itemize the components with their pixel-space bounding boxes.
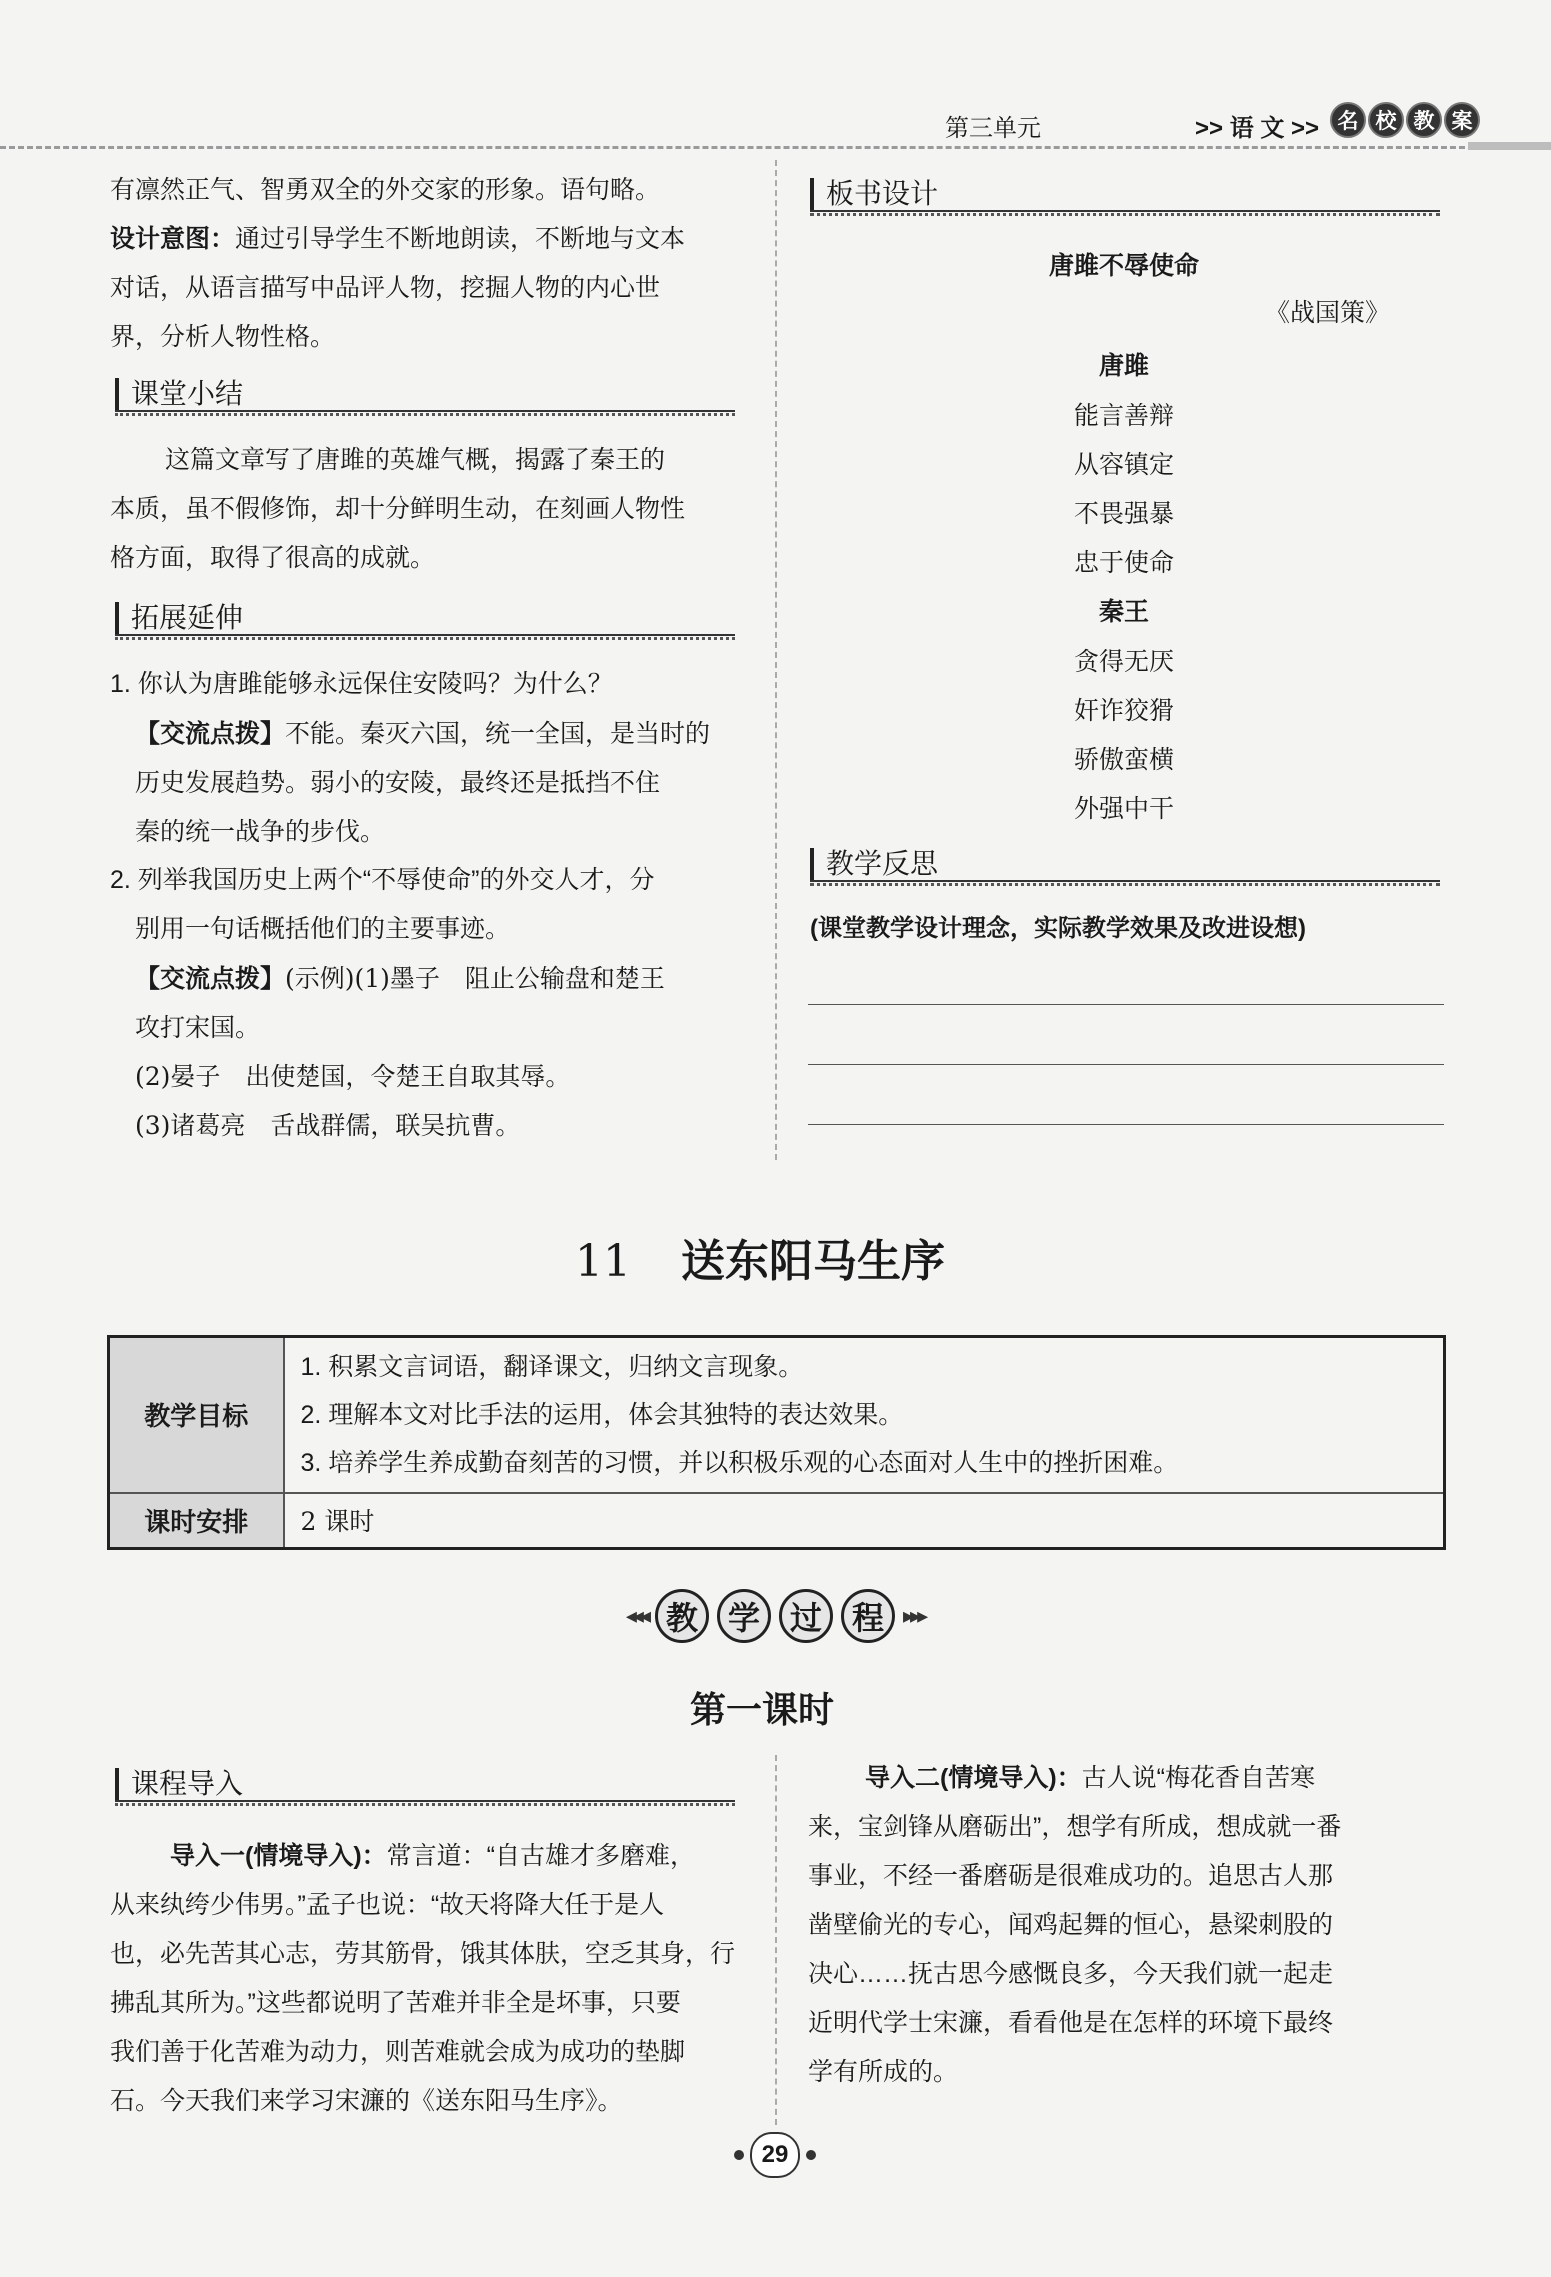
brand-char: 校 — [1368, 102, 1404, 138]
text-line: (2)晏子 出使楚国，令楚王自取其辱。 — [135, 1062, 571, 1091]
design-intent — [110, 214, 685, 264]
section-reflection — [810, 842, 1440, 886]
reflection-note: (课堂教学设计理念，实际教学效果及改进设想) — [810, 915, 1306, 942]
text-line: 来，宝剑锋从磨砺出”，想学有所成，想成就一番 — [808, 1813, 1342, 1841]
board-source: 《战国策》 — [1265, 298, 1391, 327]
section-rule — [810, 210, 1440, 216]
section-title: 板书设计 — [826, 178, 939, 209]
header-divider — [0, 146, 1510, 149]
header-bar — [1468, 142, 1551, 150]
section-bar — [115, 1768, 119, 1800]
page-number-value: 29 — [750, 2132, 800, 2178]
text-line: 本质，虽不假修饰，却十分鲜明生动，在刻画人物性 — [110, 495, 686, 523]
page-number — [730, 2132, 820, 2178]
intro-2 — [865, 1754, 1315, 1803]
subject-label: >> 语 文 >> — [1195, 115, 1320, 142]
goal-list — [284, 1337, 1445, 1493]
text-line: 历史发展趋势。弱小的安陵，最终还是抵挡不住 — [135, 768, 661, 797]
intro-1 — [170, 1832, 695, 1881]
section-title: 教学反思 — [826, 848, 939, 879]
section-extend — [115, 596, 735, 640]
board-trait: 贪得无厌 — [1073, 647, 1174, 676]
intro-text: 古人说“梅花香自苦寒 — [1081, 1764, 1315, 1792]
column-divider — [775, 160, 777, 1160]
answer-line[interactable] — [808, 1004, 1444, 1005]
column-divider — [775, 1755, 777, 2125]
table-row — [109, 1493, 1445, 1549]
answer-2 — [135, 954, 665, 1004]
text-line: 有凛然正气、智勇双全的外交家的形象。语句略。 — [110, 175, 661, 204]
goal-item: 1. 积累文言词语，翻译课文，归纳文言现象。 — [300, 1352, 804, 1381]
intent-text: 通过引导学生不断地朗读，不断地与文本 — [235, 224, 686, 253]
answer-label: 【交流点拨】 — [135, 720, 286, 748]
banner-char: 教 — [655, 1589, 709, 1643]
brand-char: 教 — [1406, 102, 1442, 138]
period-title: 第一课时 — [690, 1689, 835, 1730]
text-line: 决心……抚古思今感慨良多，今天我们就一起走 — [808, 1960, 1334, 1988]
table-row — [109, 1337, 1445, 1493]
page-header — [0, 98, 1551, 148]
board-trait: 奸诈狡猾 — [1073, 696, 1174, 725]
answer-1 — [135, 709, 710, 759]
goal-item: 2. 理解本文对比手法的运用，体会其独特的表达效果。 — [300, 1400, 904, 1429]
right-arrows-icon: ▸▸▸ — [903, 1603, 925, 1629]
text-line: 秦的统一战争的步伐。 — [135, 817, 386, 846]
board-trait: 能言善辩 — [1073, 401, 1174, 430]
board-trait: 不畏强暴 — [1073, 499, 1174, 528]
board-trait: 外强中干 — [1073, 794, 1174, 823]
section-bar — [810, 178, 814, 210]
section-rule — [115, 1800, 735, 1806]
text-line: 近明代学士宋濂，看看他是在怎样的环境下最终 — [808, 2009, 1334, 2037]
dot-icon — [734, 2150, 744, 2160]
text-line: 格方面，取得了很高的成就。 — [110, 544, 436, 572]
text-line: 也，必先苦其心志，劳其筋骨，饿其体肤，空乏其身，行 — [110, 1940, 736, 1968]
answer-line[interactable] — [808, 1064, 1444, 1065]
section-bar — [115, 378, 119, 410]
board-character: 秦王 — [1098, 598, 1149, 626]
board-character: 唐雎 — [1098, 352, 1149, 380]
board-heading: 唐雎不辱使命 — [1048, 252, 1199, 280]
goals-table — [107, 1335, 1446, 1550]
banner-char: 学 — [717, 1589, 771, 1643]
answer-label: 【交流点拨】 — [135, 965, 286, 993]
section-title: 课堂小结 — [131, 378, 244, 409]
section-rule — [810, 880, 1440, 886]
unit-label: 第三单元 — [945, 115, 1041, 142]
text-line: (3)诸葛亮 舌战群儒，联吴抗曹。 — [135, 1111, 521, 1140]
text-line: 界，分析人物性格。 — [110, 322, 336, 351]
section-rule — [115, 410, 735, 416]
text-line: 学有所成的。 — [808, 2058, 959, 2086]
intent-label: 设计意图： — [110, 225, 236, 253]
left-arrows-icon: ◂◂◂ — [625, 1603, 647, 1629]
lesson-number: 11 — [575, 1236, 631, 1287]
goal-label: 教学目标 — [109, 1337, 284, 1493]
banner-char: 过 — [779, 1589, 833, 1643]
section-summary — [115, 372, 735, 416]
text-line: 这篇文章写了唐雎的英雄气概，揭露了秦王的 — [165, 446, 666, 474]
section-rule — [115, 634, 735, 640]
process-banner — [600, 1588, 950, 1644]
text-line: 凿壁偷光的专心，闻鸡起舞的恒心，悬梁刺股的 — [808, 1911, 1334, 1939]
answer-line[interactable] — [808, 1124, 1444, 1125]
answer-text: 不能。秦灭六国，统一全国，是当时的 — [285, 719, 711, 748]
section-bar — [810, 848, 814, 880]
question-1: 1. 你认为唐雎能够永远保住安陵吗？为什么？ — [110, 670, 613, 698]
text-line: 别用一句话概括他们的主要事迹。 — [135, 915, 511, 943]
brand-logo — [1330, 102, 1480, 138]
text-line: 拂乱其所为。”这些都说明了苦难并非全是坏事，只要 — [110, 1989, 681, 2017]
text-line: 我们善于化苦难为动力，则苦难就会成为成功的垫脚 — [110, 2038, 686, 2066]
lesson-title — [575, 1225, 945, 1289]
question-2: 2. 列举我国历史上两个“不辱使命”的外交人才，分 — [110, 866, 655, 894]
board-trait: 从容镇定 — [1073, 450, 1174, 479]
brand-char: 名 — [1330, 102, 1366, 138]
section-board — [810, 172, 1440, 216]
intro-label: 导入一(情境导入)： — [170, 1842, 387, 1870]
time-label: 课时安排 — [109, 1493, 284, 1549]
board-trait: 骄傲蛮横 — [1073, 745, 1174, 774]
text-line: 石。今天我们来学习宋濂的《送东阳马生序》。 — [110, 2087, 623, 2115]
section-bar — [115, 602, 119, 634]
time-value: 2 课时 — [284, 1493, 1445, 1549]
banner-char: 程 — [841, 1589, 895, 1643]
answer-text: (示例)(1)墨子 阻止公输盘和楚王 — [285, 964, 665, 993]
intro-label: 导入二(情境导入)： — [865, 1764, 1082, 1792]
board-trait: 忠于使命 — [1073, 548, 1174, 577]
text-line: 攻打宋国。 — [135, 1013, 261, 1042]
section-title: 课程导入 — [131, 1768, 244, 1799]
text-line: 从来纨绔少伟男。”孟子也说：“故天将降大任于是人 — [110, 1891, 665, 1919]
intro-text: 常言道：“自古雄才多磨难， — [386, 1842, 695, 1870]
lesson-name: 送东阳马生序 — [681, 1237, 945, 1286]
text-line: 事业，不经一番磨砺是很难成功的。追思古人那 — [808, 1862, 1334, 1890]
section-intro — [115, 1762, 735, 1806]
section-title: 拓展延伸 — [131, 602, 244, 633]
dot-icon — [806, 2150, 816, 2160]
brand-char: 案 — [1444, 102, 1480, 138]
text-line: 对话，从语言描写中品评人物，挖掘人物的内心世 — [110, 273, 661, 302]
goal-item: 3. 培养学生养成勤奋刻苦的习惯，并以积极乐观的心态面对人生中的挫折困难。 — [300, 1448, 1179, 1477]
